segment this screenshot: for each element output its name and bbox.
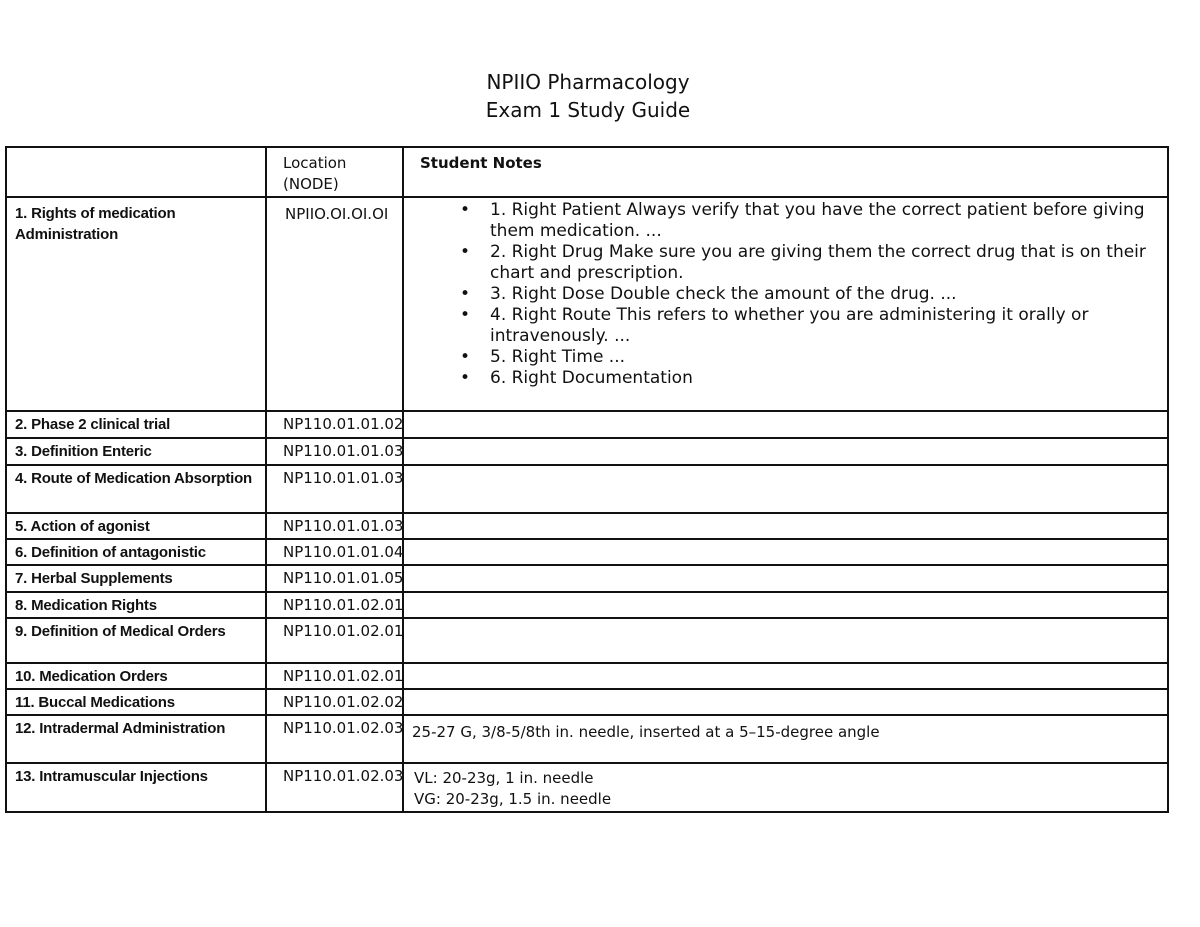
topic-cell: 6. Definition of antagonistic [6, 539, 266, 565]
table-row [6, 438, 1168, 465]
table-row [6, 539, 1168, 565]
list-item [460, 368, 1161, 389]
title-course: NPIIO Pharmacology [486, 70, 690, 94]
bullet-marker: • [460, 200, 471, 220]
table-row [6, 689, 1168, 715]
list-item [460, 347, 1161, 368]
title-subtitle: Exam 1 Study Guide [485, 98, 691, 122]
table-row [6, 513, 1168, 539]
notes-cell: 25-27 G, 3/8-5/8th in. needle, inserted at a 5–15-degree angle [403, 715, 1168, 763]
topic-cell: 9. Definition of Medical Orders [6, 618, 266, 663]
bullet-marker: • [460, 347, 471, 367]
notes-cell [403, 465, 1168, 513]
bullet-marker: • [460, 368, 471, 388]
table-row [6, 592, 1168, 618]
topic-cell: 11. Buccal Medications [6, 689, 266, 715]
bullet-marker: • [460, 284, 471, 304]
list-item-text: 4. Right Route This refers to whether you are administering it orally or intravenously. ... [490, 305, 1089, 346]
location-cell: NP110.01.01.02 [266, 411, 403, 438]
table-row [6, 663, 1168, 689]
rights-list [412, 200, 1161, 389]
notes-cell [403, 565, 1168, 592]
topic-cell: 13. Intramuscular Injections [6, 763, 266, 812]
note-line-vl: VL: 20-23g, 1 in. needle [414, 769, 594, 787]
study-guide-table [5, 146, 1169, 813]
notes-cell [403, 513, 1168, 539]
table-row [6, 618, 1168, 663]
notes-cell [403, 539, 1168, 565]
notes-cell [403, 411, 1168, 438]
list-item-text: 1. Right Patient Always verify that you have the correct patient before giving them medication. ... [490, 200, 1145, 241]
location-cell: NP110.01.01.03 [266, 513, 403, 539]
topic-cell: 3. Definition Enteric [6, 438, 266, 465]
location-cell: NP110.01.01.03 [266, 465, 403, 513]
location-cell: NP110.01.02.01 [266, 592, 403, 618]
notes-cell [403, 197, 1168, 411]
list-item-text: 5. Right Time ... [490, 347, 626, 367]
notes-cell [403, 438, 1168, 465]
notes-cell [403, 763, 1168, 812]
notes-cell [403, 618, 1168, 663]
list-item-text: 6. Right Documentation [490, 368, 693, 388]
list-item-text: 3. Right Dose Double check the amount of the drug. ... [490, 284, 957, 304]
header-topic-cell [6, 147, 266, 197]
notes-cell [403, 592, 1168, 618]
location-cell: NP110.01.02.01 [266, 618, 403, 663]
location-cell: NP110.01.02.02 [266, 689, 403, 715]
table-row [6, 465, 1168, 513]
topic-cell: 12. Intradermal Administration [6, 715, 266, 763]
header-node-label: (NODE) [283, 175, 339, 193]
location-cell: NP110.01.01.05 [266, 565, 403, 592]
list-item [460, 284, 1161, 305]
table-row [6, 565, 1168, 592]
header-location-label: Location [283, 154, 347, 172]
bullet-marker: • [460, 242, 471, 262]
topic-cell: 4. Route of Medication Absorption [6, 465, 266, 513]
location-cell: NP110.01.02.03 [266, 763, 403, 812]
bullet-marker: • [460, 305, 471, 325]
topic-cell: 2. Phase 2 clinical trial [6, 411, 266, 438]
header-location-cell [266, 147, 403, 197]
topic-cell: 10. Medication Orders [6, 663, 266, 689]
location-cell: NP110.01.01.03 [266, 438, 403, 465]
list-item [460, 305, 1161, 347]
table-header-row [6, 147, 1168, 197]
list-item [460, 200, 1161, 242]
document-title [0, 68, 1176, 124]
table-row [6, 715, 1168, 763]
list-item-text: 2. Right Drug Make sure you are giving them the correct drug that is on their chart and prescription. [490, 242, 1146, 283]
table-row [6, 197, 1168, 411]
topic-cell: 8. Medication Rights [6, 592, 266, 618]
topic-cell: 5. Action of agonist [6, 513, 266, 539]
table-row [6, 763, 1168, 812]
location-cell: NPIIO.OI.OI.OI [266, 197, 403, 411]
list-item [460, 242, 1161, 284]
table-row [6, 411, 1168, 438]
location-cell: NP110.01.02.03 [266, 715, 403, 763]
notes-cell [403, 663, 1168, 689]
note-line-vg: VG: 20-23g, 1.5 in. needle [414, 790, 612, 808]
header-notes-cell: Student Notes [403, 147, 1168, 197]
location-cell: NP110.01.01.04 [266, 539, 403, 565]
topic-cell: 1. Rights of medication Administration [6, 197, 266, 411]
topic-cell: 7. Herbal Supplements [6, 565, 266, 592]
location-cell: NP110.01.02.01 [266, 663, 403, 689]
notes-cell [403, 689, 1168, 715]
